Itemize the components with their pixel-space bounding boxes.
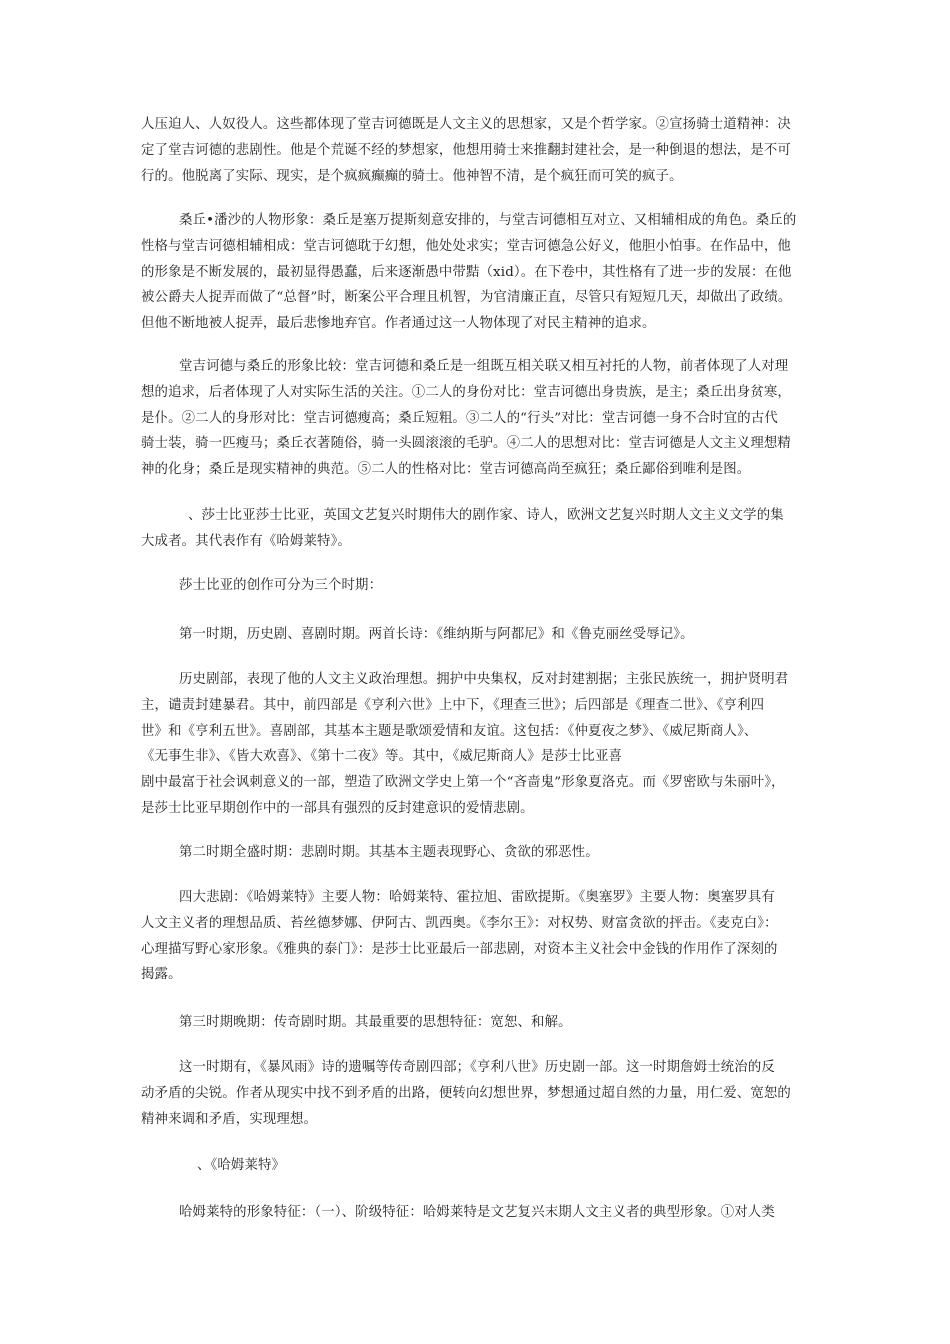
text-line: 行的。他脱离了实际、现实，是个疯疯癫癫的骑士。他神智不清，是个疯狂而可笑的疯子。 [141,168,683,184]
paragraph-don-quixote-thinker [141,112,821,189]
text-line: 被公爵夫人捉弄而做了“总督”时，断案公平合理且机智，为官清廉正直，尽管只有短短几天，却做出了政绩。 [141,290,792,306]
paragraph-comparison [141,354,821,483]
text-line: 《无事生非》、《皆大欢喜》、《第十二夜》等。其中，《威尼斯商人》是莎士比亚喜 [141,749,623,765]
text-line: 四大悲剧：《哈姆莱特》主要人物：哈姆莱特、霍拉旭、雷欧提斯。《奥塞罗》主要人物：奥塞罗具有 [179,890,775,905]
section-heading-hamlet [141,1153,821,1179]
text-line: 是莎士比亚早期创作中的一部具有强烈的反封建意识的爱情悲剧。 [141,800,534,816]
text-line: 、莎士比亚莎士比亚，英国文艺复兴时期伟大的剧作家、诗人，欧洲文艺复兴时期人文主义文学的集 [188,508,784,523]
text-line: 神的化身；桑丘是现实精神的典范。⑤二人的性格对比：堂吉诃德高尚至疯狂；桑丘鄙俗到唯利是图。 [141,462,751,478]
paragraph-sancho-panza [141,208,821,337]
text-line: 人压迫人、人奴役人。这些都体现了堂吉诃德既是人文主义的思想家，又是个哲学家。②宣扬骑士道精神：决 [141,117,791,132]
text-line: 的形象是不断发展的，最初显得愚蠢，后来逐渐愚中带黠（xid）。在下卷中，其性格有了进一步的发展：在他 [141,264,792,280]
text-line: 莎士比亚的创作可分为三个时期： [179,578,383,593]
text-line: 这一时期有，《暴风雨》诗的遗嘱等传奇剧四部；《亨利八世》历史剧一部。这一时期詹姆士统治的反 [179,1060,775,1075]
text-line: 哈姆莱特的形象特征：（一）、阶级特征：哈姆莱特是文艺复兴末期人文主义者的典型形象。①对人类 [179,1205,775,1220]
text-line: 堂吉诃德与桑丘的形象比较：堂吉诃德和桑丘是一组既互相关联又相互衬托的人物，前者体现了人对理 [179,359,789,374]
text-line: 主，谴责封建暴君。其中，前四部是《亨利六世》上中下，《理查三世》；后四部是《理查二世》、《亨利四 [141,697,765,713]
text-line: 桑丘•潘沙的人物形象：桑丘是塞万提斯刻意安排的，与堂吉诃德相互对立、又相辅相成的角色。桑丘的 [179,213,797,228]
text-line: 精神来调和矛盾，实现理想。 [141,1111,318,1127]
text-line: 人文主义者的理想品质、苔丝德梦娜、伊阿古、凯西奥。《李尔王》：对权势、财富贪欲的抨击。《麦克白》： [141,915,778,931]
paragraph-third-period [141,1010,821,1036]
text-line: 世》和《亨利五世》。喜剧部，其基本主题是歌颂爱情和友谊。这包括：《仲夏夜之梦》、《威尼斯商人》、 [141,723,758,739]
text-line: 性格与堂吉诃德相辅相成：堂吉诃德耽于幻想，他处处求实；堂吉诃德急公好义，他胆小怕事。在作品中，他 [141,238,791,254]
paragraph-second-period [141,840,821,866]
text-line: 心理描写野心家形象。《雅典的泰门》：是莎士比亚最后一部悲剧，对资本主义社会中金钱的作用作了深刻的 [141,941,778,957]
paragraph-shakespeare-intro [141,503,821,555]
text-line: 第二时期全盛时期：悲剧时期。其基本主题表现野心、贪欲的邪恶性。 [179,845,599,860]
paragraph-history-plays [141,667,821,822]
paragraph-three-periods [141,573,821,599]
text-line: 骑士装，骑一匹瘦马；桑丘衣著随俗，骑一头圆滚滚的毛驴。④二人的思想对比：堂吉诃德是人文主义理想精 [141,436,791,452]
text-line: 剧中最富于社会讽刺意义的一部，塑造了欧洲文学史上第一个“吝啬鬼”形象夏洛克。而《罗密欧与朱丽叶》， [141,775,785,791]
text-line: 想的追求，后者体现了人对实际生活的关注。①二人的身份对比：堂吉诃德出身贵族，是主；桑丘出身贫寒， [141,384,791,400]
paragraph-romances [141,1055,821,1132]
text-line: 、《哈姆莱特》 [197,1158,286,1173]
paragraph-first-period [141,622,821,648]
text-line: 历史剧部，表现了他的人文主义政治理想。拥护中央集权，反对封建割据；主张民族统一，拥护贤明君 [179,672,789,687]
text-line: 但他不断地被人捉弄，最后悲惨地弃官。作者通过这一人物体现了对民主精神的追求。 [141,316,656,332]
text-line: 是仆。②二人的身形对比：堂吉诃德瘦高；桑丘短粗。③二人的“行头”对比：堂吉诃德一身不合时宜的古代 [141,410,778,426]
text-line: 第一时期，历史剧、喜剧时期。两首长诗：《维纳斯与阿都尼》和《鲁克丽丝受辱记》。 [179,627,694,642]
text-line: 动矛盾的尖锐。作者从现实中找不到矛盾的出路，便转向幻想世界，梦想通过超自然的力量，用仁爱、宽恕的 [141,1085,791,1101]
text-line: 揭露。 [141,967,182,983]
text-line: 定了堂吉诃德的悲剧性。他是个荒诞不经的梦想家，他想用骑士来推翻封建社会，是一种倒退的想法，是不可 [141,142,791,158]
text-line: 大成者。其代表作有《哈姆莱特》。 [141,533,351,549]
paragraph-hamlet-traits [141,1200,821,1226]
paragraph-four-tragedies [141,885,821,988]
text-line: 第三时期晚期：传奇剧时期。其最重要的思想特征：宽恕、和解。 [179,1015,572,1030]
